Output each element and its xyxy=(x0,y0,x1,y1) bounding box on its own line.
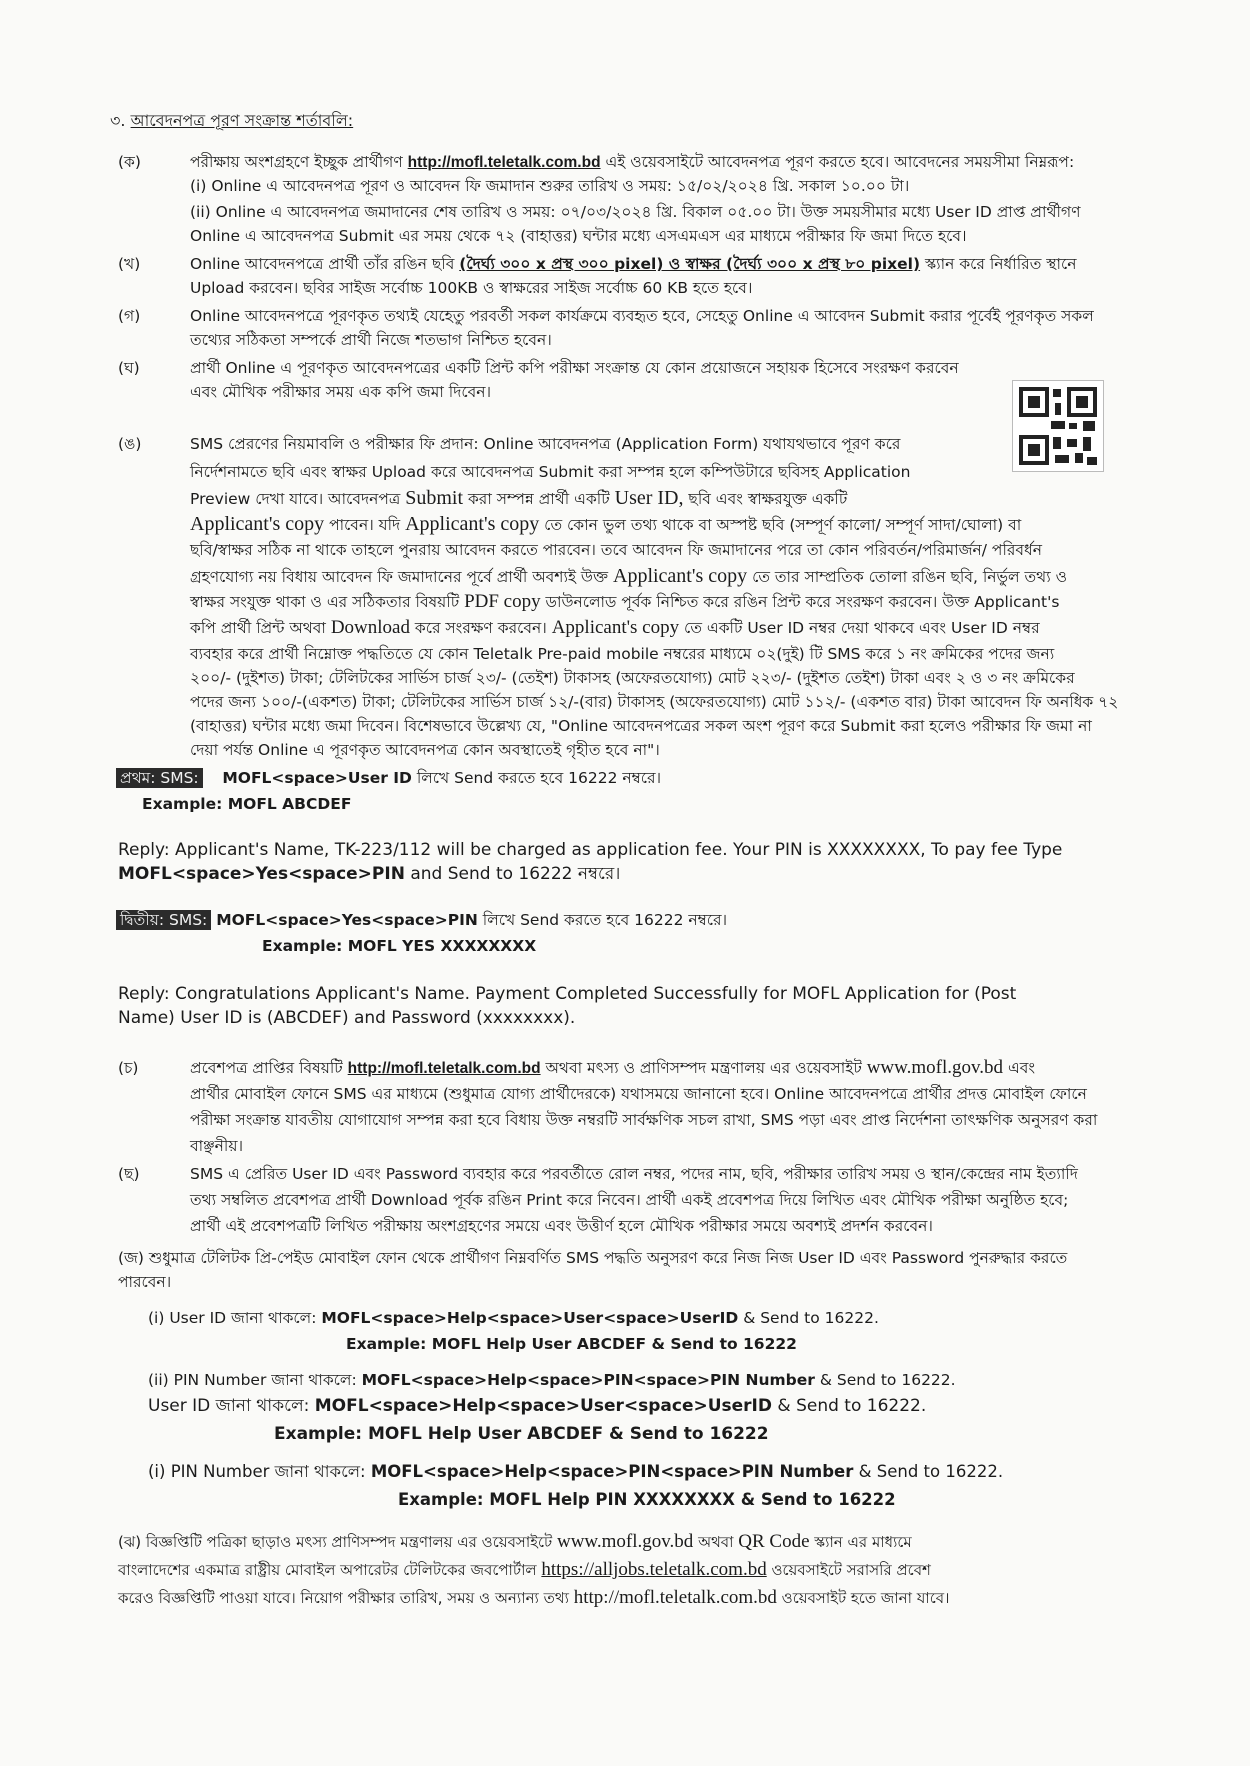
sms-second-example: Example: MOFL YES XXXXXXXX xyxy=(262,937,537,955)
item-marker-gha: (ঘ) xyxy=(118,359,140,377)
reply-first-format: MOFL<space>Yes<space>PIN xyxy=(118,864,405,884)
qr-module xyxy=(1053,389,1061,397)
qr-module xyxy=(1051,421,1065,429)
download-text: Download xyxy=(330,617,410,638)
item-ja-line-2: পারবেন। xyxy=(118,1273,172,1291)
recovery-pin-line xyxy=(148,1370,956,1390)
item-jha-text-7: ওয়েবসাইট হতে জানা যাবে। xyxy=(776,1589,950,1607)
qr-module xyxy=(1053,437,1061,449)
item-uma-line-10: ২০০/- (দুইশত) টাকা; টেলিটকের সার্ভিস চার্জ ২৩/- (তেইশ) টাকাসহ (অফেরতযোগ্য) মোট ২২৩/- (দুইশত তেইশ) টাকা এবং ২ ও ৩ নং ক্রমিকের xyxy=(190,669,1075,687)
item-uma-line-9: ব্যবহার করে প্রার্থী নিম্নোক্ত পদ্ধতিতে যে কোন Teletalk Pre-paid mobile নম্বরের মাধ্যমে ০২(দুই) টি SMS করে ১ নং ক্রমিকের পদের জন্য xyxy=(190,645,1055,663)
item-chha-line-1: SMS এ প্রেরিত User ID এবং Password ব্যবহার করে পরবর্তীতে রোল নম্বর, পদের নাম, ছবি, পরীক্ষার তারিখ সময় ও স্থান/কেন্দ্রের নাম ইত্যাদি xyxy=(190,1165,1078,1183)
recovery-userid-label-2: User ID জানা থাকলে: xyxy=(148,1396,315,1416)
sms-first-label: প্রথম: SMS: xyxy=(116,768,203,788)
item-chha-line-3: প্রার্থী এই প্রবেশপত্রটি লিখিত পরীক্ষায় অংশগ্রহণের সময়ে এবং উত্তীর্ণ হলে মৌখিক পরীক্ষার সময়ে অবশ্যই প্রদর্শন করবেন। xyxy=(190,1217,933,1235)
reply-first-line-2 xyxy=(118,862,1128,886)
reply-second-line-2: Name) User ID is (ABCDEF) and Password (xxxxxxxx). xyxy=(118,1008,576,1028)
sms-second-text: লিখে Send করতে হবে 16222 নম্বরে। xyxy=(477,911,728,929)
item-uma-line-3 xyxy=(190,488,847,509)
sms-first-text: লিখে Send করতে হবে 16222 নম্বরে। xyxy=(411,769,662,787)
item-marker-ka: (ক) xyxy=(118,153,141,171)
applicants-copy-text: Applicant's copy xyxy=(405,513,540,535)
item-uma-line-12: (বাহাত্তর) ঘন্টার মধ্যে জমা দিবেন। বিশেষভাবে উল্লেখ্য যে, "Online আবেদনপত্রের সকল অংশ পূরণ করে Submit করা হলেও পরীক্ষার ফি জমা না xyxy=(190,717,1092,735)
recovery-userid-format: MOFL<space>Help<space>User<space>UserID xyxy=(321,1309,739,1327)
item-jha-text-3: স্ক্যান এর মাধ্যমে xyxy=(809,1533,912,1551)
item-ga-line-1: Online আবেদনপত্রে পূরণকৃত তথ্যই যেহেতু পরবর্তী সকল কার্যক্রমে ব্যবহৃত হবে, সেহেতু Online এ আবেদন Submit করার পূর্বেই পূরণকৃত সকল xyxy=(190,307,1094,325)
item-marker-ga: (গ) xyxy=(118,307,141,325)
item-uma-line-5: ছবি/স্বাক্ষর সঠিক না থাকে তাহলে পুনরায় আবেদন করতে পারবেন। তবে আবেদন ফি জমাদানের পরে তা কোন পরিবর্তন/পরিমার্জন/ পরিবর্ধন xyxy=(190,541,1042,559)
item-cha-line-1 xyxy=(190,1058,1035,1079)
qr-module xyxy=(1055,403,1061,415)
item-uma-text-4: পাবেন। যদি xyxy=(324,516,406,534)
item-cha-line-2: প্রার্থীর মোবাইল ফোনে SMS এর মাধ্যমে (শুধুমাত্র যোগ্য প্রার্থীদেরকে) যথাসময়ে জানানো হবে। Online আবেদনপত্রে প্রার্থীর প্রদত্ত মোবাইল ফোনে xyxy=(190,1085,1087,1103)
item-marker-kha: (খ) xyxy=(118,255,141,273)
recovery-userid-example: Example: MOFL Help User ABCDEF & Send to 16222 xyxy=(346,1335,797,1353)
item-jha-text-5: ওয়েবসাইটে সরাসরি প্রবেশ xyxy=(766,1561,931,1579)
recovery-pin-example: Example: MOFL Help PIN XXXXXXXX & Send to 16222 xyxy=(398,1490,896,1509)
item-uma-line-1: SMS প্রেরণের নিয়মাবলি ও পরীক্ষার ফি প্রদান: Online আবেদনপত্র (Application Form) যথাযথভাবে পূরণ করে xyxy=(190,435,901,453)
recovery-userid-format-2: MOFL<space>Help<space>User<space>UserID xyxy=(314,1396,772,1416)
reply-second-line-1: Reply: Congratulations Applicant's Name. Payment Completed Successfully for MOFL Application for (Post xyxy=(118,984,1017,1004)
item-jha-text: (ঝ) বিজ্ঞপ্তিটি পত্রিকা ছাড়াও মৎস্য প্রাণিসম্পদ মন্ত্রণালয় এর ওয়েবসাইটে xyxy=(118,1533,557,1551)
item-jha-line-3 xyxy=(118,1588,949,1608)
alljobs-link[interactable]: https://alljobs.teletalk.com.bd xyxy=(541,1559,767,1580)
item-cha-text-2: অথবা মৎস্য ও প্রাণিসম্পদ মন্ত্রণালয় এর ওয়েবসাইট xyxy=(540,1059,867,1077)
section-heading xyxy=(110,108,353,135)
qr-module xyxy=(1069,423,1077,429)
item-kha-text-2: স্ক্যান করে নির্ধারিত স্থানে xyxy=(920,255,1077,273)
qr-module xyxy=(1083,437,1091,451)
item-gha-line-1: প্রার্থী Online এ পূরণকৃত আবেদনপত্রের একটি প্রিন্ট কপি পরীক্ষা সংক্রান্ত যে কোন প্রয়োজনে সহায়ক হিসেবে সংরক্ষণ করবেন xyxy=(190,359,959,377)
recovery-pin-send-2: & Send to 16222. xyxy=(853,1462,1004,1481)
item-ka-text-2: এই ওয়েবসাইটে আবেদনপত্র পূরণ করতে হবে। আবেদনের সময়সীমা নিম্নরূপ: xyxy=(600,153,1075,171)
item-ka-line-3: (ii) Online এ আবেদনপত্র জমাদানের শেষ তারিখ ও সময়: ০৭/০৩/২০২৪ খ্রি. বিকাল ০৫.০০ টা। উক্ত সময়সীমার মধ্যে User ID প্রাপ্ত প্রার্থীগণ xyxy=(190,203,1081,221)
qr-module xyxy=(1075,453,1083,463)
mofl-gov-link-2[interactable]: www.mofl.gov.bd xyxy=(556,1531,694,1552)
item-marker-chha: (ছ) xyxy=(118,1165,140,1183)
qr-module xyxy=(1055,455,1069,463)
qr-code-text: QR Code xyxy=(738,1531,810,1552)
recovery-pin-format: MOFL<space>Help<space>PIN<space>PIN Number xyxy=(361,1371,815,1389)
item-ka-line-1 xyxy=(190,152,1074,173)
item-uma-text-8: স্বাক্ষর সংযুক্ত থাকা ও এর সঠিকতার বিষয়টি xyxy=(190,593,465,611)
item-jha-text-2: অথবা xyxy=(693,1533,739,1551)
item-chha-line-2: তথ্য সম্বলিত প্রবেশপত্র প্রার্থী Download পূর্বক রঙিন Print করে নিবেন। প্রার্থী একই প্রবেশপত্র দিয়ে লিখিত এবং মৌখিক পরীক্ষা অনুষ্ঠিত হবে; xyxy=(190,1191,1069,1209)
applicants-copy-text: Applicant's copy xyxy=(190,513,325,535)
item-uma-line-6 xyxy=(190,566,1067,587)
item-uma-text-7: তে তার সাম্প্রতিক তোলা রঙিন ছবি, নির্ভুল তথ্য ও xyxy=(747,568,1068,586)
reply-first-text: and Send to 16222 নম্বরে। xyxy=(404,864,621,884)
item-uma-text-5: তে কোন ভুল তথ্য থাকে বা অস্পষ্ট ছবি (সম্পূর্ণ কালো/ সম্পূর্ণ সাদা/ঘোলা) বা xyxy=(539,516,1022,534)
item-uma-text-9: ডাউনলোড পূর্বক নিশ্চিত করে রঙিন প্রিন্ট করে সংরক্ষণ করবেন। উক্ত Applicant's xyxy=(540,593,1060,611)
section-number: ৩. xyxy=(110,111,126,130)
item-uma-text-12: তে একটি User ID নম্বর দেয়া থাকবে এবং User ID নম্বর xyxy=(679,619,1040,637)
qr-module xyxy=(1067,439,1077,447)
item-uma-line-7 xyxy=(190,592,1059,612)
item-uma-submit: Submit xyxy=(405,487,464,509)
item-ga-line-2: তথ্যের সঠিকতা সম্পর্কে প্রার্থী নিজে শতভাগ নিশ্চিত হবেন। xyxy=(190,331,552,349)
reply-first xyxy=(118,838,1128,886)
item-marker-uma: (ঙ) xyxy=(118,435,142,453)
applicants-copy-text: Applicant's copy xyxy=(551,617,680,638)
item-uma-text-10: কপি প্রার্থী প্রিন্ট অথবা xyxy=(190,619,331,637)
item-kha-line-2: Upload করবেন। ছবির সাইজ সর্বোচ্চ 100KB ও স্বাক্ষরের সাইজ সর্বোচ্চ 60 KB হতে হবে। xyxy=(190,279,753,297)
recovery-userid-line xyxy=(148,1308,879,1328)
item-uma-userid: User ID, xyxy=(614,487,684,509)
recovery-pin-send: & Send to 16222. xyxy=(814,1371,956,1389)
item-gha-line-2: এবং মৌখিক পরীক্ষার সময় এক কপি জমা দিবেন। xyxy=(190,383,492,401)
recovery-pin-line-2 xyxy=(148,1462,1003,1482)
item-cha-line-3: পরীক্ষা সংক্রান্ত যাবতীয় যোগাযোগ সম্পন্ন করা হবে বিধায় উক্ত নম্বরটি সার্বক্ষণিক সচল রাখা, SMS পড়া এবং প্রাপ্ত নির্দেশনা তাৎক্ষণিক অনুসরণ করা xyxy=(190,1111,1098,1129)
recovery-pin-format-2: MOFL<space>Help<space>PIN<space>PIN Number xyxy=(370,1462,854,1481)
item-jha-line-2 xyxy=(118,1560,931,1580)
recovery-pin-label: (ii) PIN Number জানা থাকলে: xyxy=(148,1371,362,1389)
item-uma-text-6: গ্রহণযোগ্য নয় বিধায় আবেদন ফি জমাদানের পূর্বে প্রার্থী অবশ্যই উক্ত xyxy=(190,568,613,586)
sms-second-line xyxy=(116,910,727,930)
item-kha-text: Online আবেদনপত্রে প্রার্থী তাঁর রঙিন ছবি xyxy=(190,255,460,273)
teletalk-link-2[interactable]: http://mofl.teletalk.com.bd xyxy=(347,1060,541,1077)
pdf-copy-text: PDF copy xyxy=(464,591,541,612)
qr-finder-bottom-left xyxy=(1019,435,1049,465)
item-cha-text: প্রবেশপত্র প্রাপ্তির বিষয়টি xyxy=(190,1059,348,1077)
reply-first-line-1: Reply: Applicant's Name, TK-223/112 will be charged as application fee. Your PIN is XXXXXXXX, To pay fee Type xyxy=(118,840,1063,860)
sms-first-example: Example: MOFL ABCDEF xyxy=(142,795,352,813)
qr-finder-top-right xyxy=(1067,387,1097,417)
item-ka-line-2: (i) Online এ আবেদনপত্র পূরণ ও আবেদন ফি জমাদান শুরুর তারিখ ও সময়: ১৫/০২/২০২৪ খ্রি. সকাল ১০.০০ টা। xyxy=(190,177,910,195)
item-uma-text-2: করা সম্পন্ন প্রার্থী একটি xyxy=(463,490,615,508)
item-ka-line-4: Online এ আবেদনপত্র Submit এর সময় থেকে ৭২ (বাহাত্তর) ঘন্টার মধ্যে এসএমএস এর মাধ্যমে পরীক্ষার ফি জমা দিতে হবে। xyxy=(190,227,967,245)
photo-size-spec: (দৈর্ঘ্য ৩০০ x প্রস্থ ৩০০ pixel) ও স্বাক্ষর (দৈর্ঘ্য ৩০০ x প্রস্থ ৮০ pixel) xyxy=(459,255,921,273)
qr-module xyxy=(1083,421,1095,431)
item-jha-text-4: বাংলাদেশের একমাত্র রাষ্ট্রীয় মোবাইল অপারেটর টেলিটকের জবপোর্টাল xyxy=(118,1561,542,1579)
item-uma-line-4 xyxy=(190,514,1021,535)
sms-second-label: দ্বিতীয়: SMS: xyxy=(116,910,211,930)
recovery-pin-label-2: (i) PIN Number জানা থাকলে: xyxy=(148,1462,371,1481)
item-uma-text-11: করে সংরক্ষণ করবেন। xyxy=(409,619,552,637)
qr-module xyxy=(1087,457,1097,465)
item-marker-cha: (চ) xyxy=(118,1059,139,1077)
item-cha-line-4: বাঞ্ছনীয়। xyxy=(190,1137,243,1155)
item-jha-line-1 xyxy=(118,1532,912,1552)
item-uma-text: Preview দেখা যাবে। আবেদনপত্র xyxy=(190,490,406,508)
item-ja-line-1: (জ) শুধুমাত্র টেলিটক প্রি-পেইড মোবাইল ফোন থেকে প্রার্থীগণ নিম্নবর্ণিত SMS পদ্ধতি অনুসরণ করে নিজ নিজ User ID এবং Password পুনরুদ্ধার করতে xyxy=(118,1249,1068,1267)
qr-finder-top-left xyxy=(1019,387,1049,417)
recovery-userid-line-2 xyxy=(148,1396,926,1416)
reply-second xyxy=(118,982,1128,1030)
item-kha-line-1 xyxy=(190,254,1077,274)
item-cha-text-3: এবং xyxy=(1003,1059,1036,1077)
recovery-userid-example-2: Example: MOFL Help User ABCDEF & Send to 16222 xyxy=(274,1424,769,1444)
item-uma-line-2: নির্দেশনামতে ছবি এবং স্বাক্ষর Upload করে আবেদনপত্র Submit করা সম্পন্ন হলে কম্পিউটারে ছবিসহ Application xyxy=(190,463,911,481)
item-uma-line-11: পদের জন্য ১০০/-(একশত) টাকা; টেলিটকের সার্ভিস চার্জ ১২/-(বার) টাকাসহ (অফেরতযোগ্য) মোট ১১২/- (একশত বার) টাকা আবেদন ফি অনধিক ৭২ xyxy=(190,693,1119,711)
item-uma-line-13: দেয়া পর্যন্ত Online এ পূরণকৃত আবেদনপত্র কোন অবস্থাতেই গৃহীত হবে না"। xyxy=(190,741,660,759)
sms-first-line xyxy=(116,768,661,788)
item-ka-text: পরীক্ষায় অংশগ্রহণে ইচ্ছুক প্রার্থীগণ xyxy=(190,153,408,171)
teletalk-link-3[interactable]: http://mofl.teletalk.com.bd xyxy=(573,1587,777,1608)
recovery-userid-label: (i) User ID জানা থাকলে: xyxy=(148,1309,322,1327)
item-uma-text-3: ছবি এবং স্বাক্ষরযুক্ত একটি xyxy=(683,490,848,508)
qr-code-image xyxy=(1012,380,1104,472)
item-uma-line-8 xyxy=(190,618,1040,638)
teletalk-link[interactable]: http://mofl.teletalk.com.bd xyxy=(407,154,601,171)
mofl-gov-link[interactable]: www.mofl.gov.bd xyxy=(866,1057,1004,1078)
sms-second-format: MOFL<space>Yes<space>PIN xyxy=(216,911,478,929)
section-title: আবেদনপত্র পূরণ সংক্রান্ত শর্তাবলি: xyxy=(130,111,354,130)
applicants-copy-text: Applicant's copy xyxy=(613,565,748,587)
recovery-userid-send-2: & Send to 16222. xyxy=(772,1396,927,1416)
sms-first-format: MOFL<space>User ID xyxy=(222,769,412,787)
item-jha-text-6: করেও বিজ্ঞপ্তিটি পাওয়া যাবে। নিয়োগ পরীক্ষার তারিখ, সময় ও অন্যান্য তথ্য xyxy=(118,1589,574,1607)
recovery-userid-send: & Send to 16222. xyxy=(738,1309,879,1327)
